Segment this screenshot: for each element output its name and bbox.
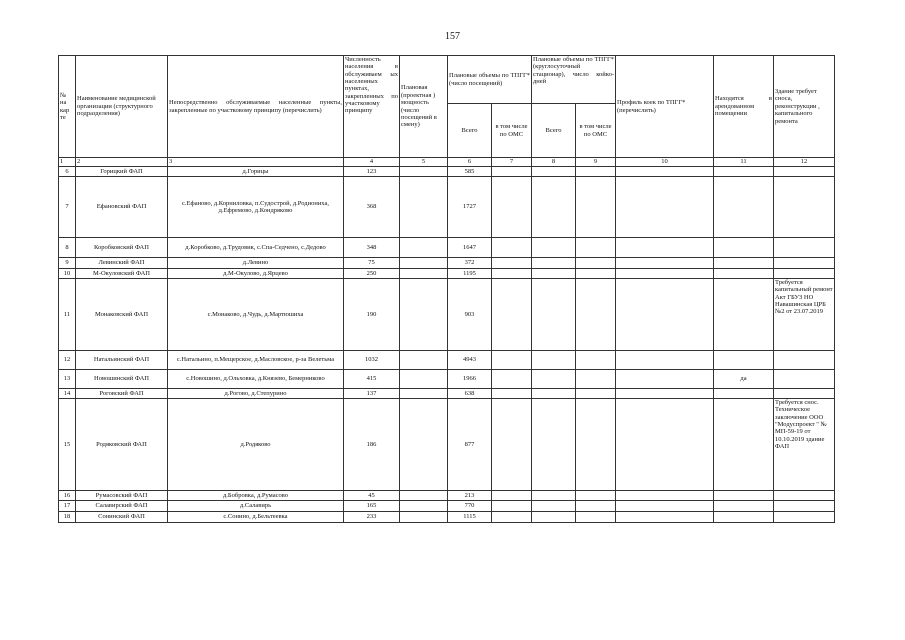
column-number: 8 — [532, 158, 576, 167]
row-num: 8 — [59, 238, 76, 258]
row-served: д.Родяково — [168, 399, 344, 491]
row-visits-oms — [492, 351, 532, 370]
row-num: 9 — [59, 258, 76, 269]
row-visits-total: 1647 — [448, 238, 492, 258]
row-profile — [616, 258, 714, 269]
row-visits-oms — [492, 370, 532, 389]
row-population: 186 — [344, 399, 400, 491]
row-rented — [714, 389, 774, 399]
column-number: 11 — [714, 158, 774, 167]
column-number: 3 — [168, 158, 344, 167]
column-numbers-row — [59, 158, 835, 167]
row-num: 11 — [59, 279, 76, 351]
row-visits-total: 1115 — [448, 512, 492, 523]
row-beds-total — [532, 269, 576, 279]
row-served: д.М-Окулово, д.Ярцево — [168, 269, 344, 279]
row-notes — [774, 167, 835, 177]
row-beds-total — [532, 279, 576, 351]
row-served: с.Натальино, п.Мещерское, д.Масловское, р-за Велетьма — [168, 351, 344, 370]
header-profile: Профиль коек по ТПГГ* (перечислить) — [616, 56, 714, 158]
row-capacity — [400, 389, 448, 399]
row-notes — [774, 370, 835, 389]
row-num: 13 — [59, 370, 76, 389]
row-beds-total — [532, 167, 576, 177]
row-org: Натальинский ФАП — [76, 351, 168, 370]
row-profile — [616, 269, 714, 279]
row-org: Левинский ФАП — [76, 258, 168, 269]
column-number: 5 — [400, 158, 448, 167]
row-notes — [774, 258, 835, 269]
row-visits-oms — [492, 389, 532, 399]
row-served: д.Горицы — [168, 167, 344, 177]
row-num: 17 — [59, 501, 76, 512]
row-visits-oms — [492, 177, 532, 238]
header-org: Наименование медицинской организации (структурного подразделения) — [76, 56, 168, 158]
row-rented — [714, 279, 774, 351]
row-beds-total — [532, 370, 576, 389]
row-population: 123 — [344, 167, 400, 177]
header-capacity: Плановая (проектная ) мощность (число посещений в смену) — [400, 56, 448, 158]
row-beds-oms — [576, 491, 616, 501]
column-number: 7 — [492, 158, 532, 167]
row-population: 190 — [344, 279, 400, 351]
row-served: д.Салавирь — [168, 501, 344, 512]
row-profile — [616, 351, 714, 370]
row-notes: Требуется капитальный ремонт Акт ГБУЗ НО Навашинская ЦРБ №2 от 23.07.2019 — [774, 279, 835, 351]
row-profile — [616, 389, 714, 399]
row-beds-oms — [576, 370, 616, 389]
row-visits-oms — [492, 399, 532, 491]
row-population: 45 — [344, 491, 400, 501]
row-notes — [774, 177, 835, 238]
row-population: 75 — [344, 258, 400, 269]
row-served: д.Рогово, д.Степурино — [168, 389, 344, 399]
row-beds-total — [532, 512, 576, 523]
row-rented — [714, 177, 774, 238]
row-num: 15 — [59, 399, 76, 491]
row-visits-oms — [492, 167, 532, 177]
row-capacity — [400, 238, 448, 258]
row-visits-oms — [492, 238, 532, 258]
table-row — [59, 177, 835, 238]
row-capacity — [400, 167, 448, 177]
row-rented — [714, 501, 774, 512]
row-beds-oms — [576, 389, 616, 399]
row-notes: Требуется снос. Техническое заключение ООО "Модуспроект " № МП-59-19 от 10.10.2019 здание ФАП — [774, 399, 835, 491]
row-beds-total — [532, 238, 576, 258]
row-notes — [774, 269, 835, 279]
header-num: № на кар те — [59, 56, 76, 158]
row-profile — [616, 512, 714, 523]
row-capacity — [400, 370, 448, 389]
column-number: 10 — [616, 158, 714, 167]
row-visits-total: 4943 — [448, 351, 492, 370]
row-beds-oms — [576, 279, 616, 351]
row-population: 250 — [344, 269, 400, 279]
row-num: 6 — [59, 167, 76, 177]
row-rented: да — [714, 370, 774, 389]
row-visits-oms — [492, 279, 532, 351]
row-visits-total: 585 — [448, 167, 492, 177]
row-org: Ефановский ФАП — [76, 177, 168, 238]
table-row — [59, 491, 835, 501]
row-num: 12 — [59, 351, 76, 370]
row-visits-oms — [492, 258, 532, 269]
row-visits-total: 903 — [448, 279, 492, 351]
header-visits-group: Плановые объемы по ТПГГ* (число посещений) — [448, 56, 532, 104]
row-beds-oms — [576, 269, 616, 279]
row-capacity — [400, 491, 448, 501]
row-org: Монаковский ФАП — [76, 279, 168, 351]
row-beds-oms — [576, 258, 616, 269]
row-org: Сонинский ФАП — [76, 512, 168, 523]
row-org: Салавирский ФАП — [76, 501, 168, 512]
column-number: 4 — [344, 158, 400, 167]
row-beds-oms — [576, 167, 616, 177]
table-row — [59, 258, 835, 269]
row-visits-total: 770 — [448, 501, 492, 512]
page-number: 157 — [445, 31, 460, 42]
header-served: Непосредственно обслуживаемые населенные пункты, закрепленные по участковому принципу (перечислить) — [168, 56, 344, 158]
row-population: 165 — [344, 501, 400, 512]
row-notes — [774, 501, 835, 512]
row-served: с.Новошино, д.Ольховка, д.Князево, Бемерниково — [168, 370, 344, 389]
column-number: 6 — [448, 158, 492, 167]
row-beds-oms — [576, 351, 616, 370]
row-rented — [714, 258, 774, 269]
row-num: 7 — [59, 177, 76, 238]
row-beds-oms — [576, 512, 616, 523]
column-number: 12 — [774, 158, 835, 167]
row-population: 415 — [344, 370, 400, 389]
table-row — [59, 370, 835, 389]
row-num: 18 — [59, 512, 76, 523]
row-num: 10 — [59, 269, 76, 279]
row-beds-total — [532, 501, 576, 512]
header-beds-total: Всего — [532, 104, 576, 158]
row-population: 233 — [344, 512, 400, 523]
row-population: 368 — [344, 177, 400, 238]
row-profile — [616, 491, 714, 501]
row-visits-oms — [492, 269, 532, 279]
column-number: 9 — [576, 158, 616, 167]
row-num: 16 — [59, 491, 76, 501]
row-beds-oms — [576, 399, 616, 491]
row-visits-total: 638 — [448, 389, 492, 399]
row-rented — [714, 512, 774, 523]
row-org: Новошинский ФАП — [76, 370, 168, 389]
row-profile — [616, 501, 714, 512]
row-capacity — [400, 258, 448, 269]
row-beds-total — [532, 177, 576, 238]
row-profile — [616, 399, 714, 491]
row-notes — [774, 351, 835, 370]
row-served: с.Монаково, д.Чудь, д.Мартюшиха — [168, 279, 344, 351]
row-profile — [616, 177, 714, 238]
row-capacity — [400, 351, 448, 370]
row-visits-total: 213 — [448, 491, 492, 501]
row-beds-oms — [576, 177, 616, 238]
row-org: Роговский ФАП — [76, 389, 168, 399]
row-profile — [616, 167, 714, 177]
row-capacity — [400, 279, 448, 351]
row-served: с.Сонино, д.Бельтеевка — [168, 512, 344, 523]
row-visits-total: 1195 — [448, 269, 492, 279]
table-row — [59, 167, 835, 177]
table-row — [59, 399, 835, 491]
row-beds-total — [532, 351, 576, 370]
row-beds-oms — [576, 238, 616, 258]
row-population: 137 — [344, 389, 400, 399]
row-org: Коробковский ФАП — [76, 238, 168, 258]
row-visits-oms — [492, 501, 532, 512]
table-row — [59, 279, 835, 351]
row-visits-total: 1727 — [448, 177, 492, 238]
row-notes — [774, 238, 835, 258]
row-population: 348 — [344, 238, 400, 258]
row-visits-oms — [492, 491, 532, 501]
row-served: д.Бобровка, д.Румасово — [168, 491, 344, 501]
table-row — [59, 389, 835, 399]
header-beds-group: Плановые объемы по ТПГГ* (круглосуточный стационар), число койко-дней — [532, 56, 616, 104]
row-capacity — [400, 501, 448, 512]
row-rented — [714, 491, 774, 501]
row-capacity — [400, 177, 448, 238]
row-capacity — [400, 399, 448, 491]
header-visits-total: Всего — [448, 104, 492, 158]
row-num: 14 — [59, 389, 76, 399]
header-beds-oms: в том числе по ОМС — [576, 104, 616, 158]
row-rented — [714, 269, 774, 279]
row-beds-total — [532, 258, 576, 269]
table-row — [59, 501, 835, 512]
column-number: 2 — [76, 158, 168, 167]
row-beds-oms — [576, 501, 616, 512]
row-org: Родяковский ФАП — [76, 399, 168, 491]
facilities-table — [58, 55, 835, 523]
header-population: Численность населения в обслуживаем ых населенных пунктах, закрепленных по участковому принципу — [344, 56, 400, 158]
row-profile — [616, 238, 714, 258]
row-served: с.Ефаново, д.Корниловка, п.Судострой, д.Родиониха, д.Ефремово, д.Кондряково — [168, 177, 344, 238]
row-visits-total: 372 — [448, 258, 492, 269]
row-rented — [714, 167, 774, 177]
row-notes — [774, 389, 835, 399]
row-capacity — [400, 269, 448, 279]
row-served: д.Левино — [168, 258, 344, 269]
header-rented: Находятся в арендованном помещении — [714, 56, 774, 158]
row-profile — [616, 279, 714, 351]
column-number: 1 — [59, 158, 76, 167]
row-beds-total — [532, 491, 576, 501]
table-row — [59, 238, 835, 258]
header-repair: Здание требует сноса, реконструкции , капитального ремонта — [774, 56, 835, 158]
row-notes — [774, 491, 835, 501]
row-org: Румасовский ФАП — [76, 491, 168, 501]
row-rented — [714, 399, 774, 491]
row-capacity — [400, 512, 448, 523]
row-served: д.Коробково, д.Трудовик, с.Спа-Седчено, с.Дедово — [168, 238, 344, 258]
row-rented — [714, 238, 774, 258]
row-population: 1032 — [344, 351, 400, 370]
row-visits-total: 1966 — [448, 370, 492, 389]
row-org: М-Окуловский ФАП — [76, 269, 168, 279]
table-row — [59, 512, 835, 523]
row-rented — [714, 351, 774, 370]
row-beds-total — [532, 389, 576, 399]
row-profile — [616, 370, 714, 389]
row-visits-total: 877 — [448, 399, 492, 491]
table-row — [59, 269, 835, 279]
row-org: Горицкий ФАП — [76, 167, 168, 177]
row-beds-total — [532, 399, 576, 491]
row-visits-oms — [492, 512, 532, 523]
header-visits-oms: в том числе по ОМС — [492, 104, 532, 158]
table-row — [59, 351, 835, 370]
row-notes — [774, 512, 835, 523]
